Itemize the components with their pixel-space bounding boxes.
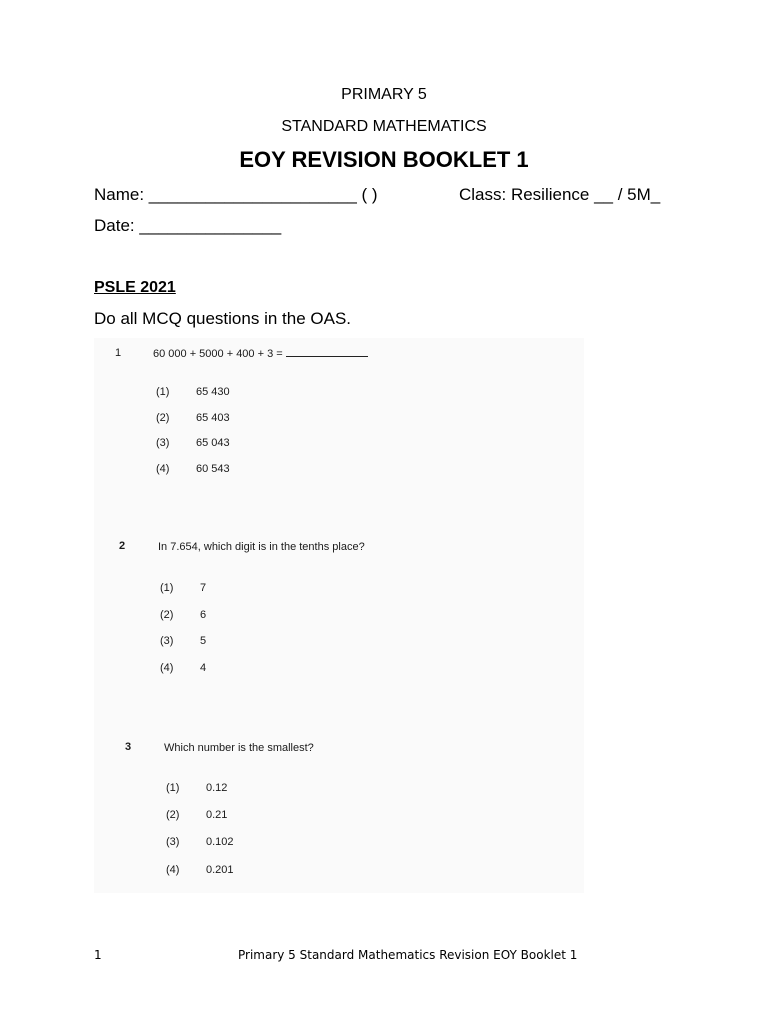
- question-3-option-3: (3) 0.102: [166, 836, 234, 848]
- question-3-text: Which number is the smallest?: [164, 742, 314, 754]
- section-instruction: Do all MCQ questions in the OAS.: [94, 309, 352, 328]
- scanned-questions: [94, 338, 584, 893]
- question-2-number: 2: [119, 540, 126, 552]
- booklet-title: EOY REVISION BOOKLET 1: [239, 147, 529, 172]
- level-heading: PRIMARY 5: [341, 86, 427, 103]
- question-3-number: 3: [125, 741, 132, 753]
- question-3-option-2: (2) 0.21: [166, 809, 228, 821]
- date-field: Date: _______________: [94, 216, 282, 235]
- class-field: Class: Resilience __ / 5M_: [459, 185, 661, 204]
- question-1-text: 60 000 + 5000 + 400 + 3 =: [153, 348, 368, 360]
- name-field: Name: ______________________ ( ): [94, 185, 378, 204]
- question-1-option-3: (3) 65 043: [156, 437, 230, 449]
- section-heading: PSLE 2021: [94, 279, 176, 296]
- question-2-option-1: (1) 7: [160, 582, 207, 594]
- question-3-option-1: (1) 0.12: [166, 782, 228, 794]
- question-2-option-3: (3) 5: [160, 635, 207, 647]
- question-2-option-4: (4) 4: [160, 662, 207, 674]
- question-2-option-2: (2) 6: [160, 609, 207, 621]
- answer-blank: [286, 356, 368, 357]
- question-1-option-2: (2) 65 403: [156, 412, 230, 424]
- question-3-option-4: (4) 0.201: [166, 864, 234, 876]
- subject-heading: STANDARD MATHEMATICS: [281, 118, 487, 135]
- footer-page-number: 1: [94, 948, 102, 962]
- question-1-option-1: (1) 65 430: [156, 386, 230, 398]
- question-2-text: In 7.654, which digit is in the tenths place?: [158, 541, 365, 553]
- footer-text: Primary 5 Standard Mathematics Revision EOY Booklet 1: [238, 948, 578, 962]
- question-1-number: 1: [115, 347, 122, 359]
- question-1-option-4: (4) 60 543: [156, 463, 230, 475]
